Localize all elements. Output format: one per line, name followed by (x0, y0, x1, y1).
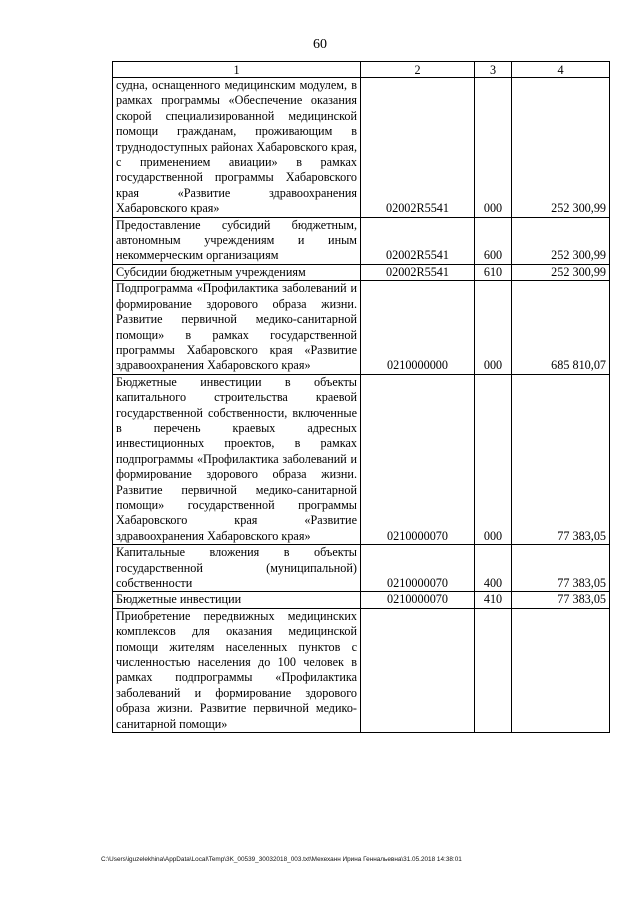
page-number: 60 (313, 37, 327, 52)
row-description: Предоставление субсидий бюджетным, автономным учреждениям и иным некоммерческим организациям (113, 217, 361, 264)
row-description: судна, оснащенного медицинским модулем, в рамках программы «Обеспечение оказания скорой специализированной медицинской помощи гражданам, проживающим в труднодоступных районах Хабаровского края, с применением авиации» в рамках государственной программы Хабаровского края «Развитие здравоохранения Хабаровского края» (113, 78, 361, 218)
row-description: Подпрограмма «Профилактика заболеваний и формирование здорового образа жизни. Развитие первичной медико-санитарной помощи» в рамках государственной программы Хабаровского края «Развитие здравоохранения Хабаровского края» (113, 281, 361, 374)
table-row (113, 281, 610, 374)
row-code: 0210000070 (361, 545, 475, 592)
row-code: 0210000070 (361, 592, 475, 608)
table-row (113, 545, 610, 592)
row-code: 02002R5541 (361, 78, 475, 218)
row-description: Субсидии бюджетным учреждениям (113, 264, 361, 280)
row-amount: 252 300,99 (512, 264, 610, 280)
row-code (361, 608, 475, 732)
row-expense-type: 000 (475, 374, 512, 544)
row-code: 02002R5541 (361, 264, 475, 280)
row-description: Капитальные вложения в объекты государственной (муниципальной) собственности (113, 545, 361, 592)
row-amount: 77 383,05 (512, 374, 610, 544)
table-row (113, 592, 610, 608)
row-expense-type: 600 (475, 217, 512, 264)
budget-table (112, 61, 610, 733)
row-code: 0210000000 (361, 281, 475, 374)
column-header-code: 2 (361, 62, 475, 78)
table-row (113, 374, 610, 544)
column-header-type: 3 (475, 62, 512, 78)
table-row (113, 217, 610, 264)
table-header-row (113, 62, 610, 78)
table-row (113, 78, 610, 218)
row-expense-type: 000 (475, 78, 512, 218)
row-expense-type: 400 (475, 545, 512, 592)
table-row (113, 608, 610, 732)
row-code: 0210000070 (361, 374, 475, 544)
row-code: 02002R5541 (361, 217, 475, 264)
table-row (113, 264, 610, 280)
row-expense-type (475, 608, 512, 732)
row-amount: 77 383,05 (512, 545, 610, 592)
row-expense-type: 410 (475, 592, 512, 608)
row-description: Бюджетные инвестиции в объекты капитального строительства краевой государственной собственности, включенные в перечень краевых адресных инвестиционных проектов, в рамках подпрограммы «Профилактика заболеваний и формирование здорового образа жизни. Развитие первичной медико-санитарной помощи» государственной программы Хабаровского края «Развитие здравоохранения Хабаровского края» (113, 374, 361, 544)
column-header-description: 1 (113, 62, 361, 78)
row-expense-type: 610 (475, 264, 512, 280)
row-amount (512, 608, 610, 732)
row-expense-type: 000 (475, 281, 512, 374)
row-amount: 252 300,99 (512, 217, 610, 264)
row-description: Бюджетные инвестиции (113, 592, 361, 608)
file-path-footer: C:\Users\iguzelekhina\AppData\Local\Temp\3K_00539_30032018_003.txt\Мехеханн Ирина Геннальевна\31.05.2018 14:38:01 (101, 856, 462, 863)
row-amount: 77 383,05 (512, 592, 610, 608)
column-header-amount: 4 (512, 62, 610, 78)
row-amount: 685 810,07 (512, 281, 610, 374)
row-amount: 252 300,99 (512, 78, 610, 218)
row-description: Приобретение передвижных медицинских комплексов для оказания медицинской помощи жителям населенных пунктов с численностью населения до 100 человек в рамках подпрограммы «Профилактика заболеваний и формирование здорового образа жизни. Развитие первичной медико-санитарной помощи» (113, 608, 361, 732)
